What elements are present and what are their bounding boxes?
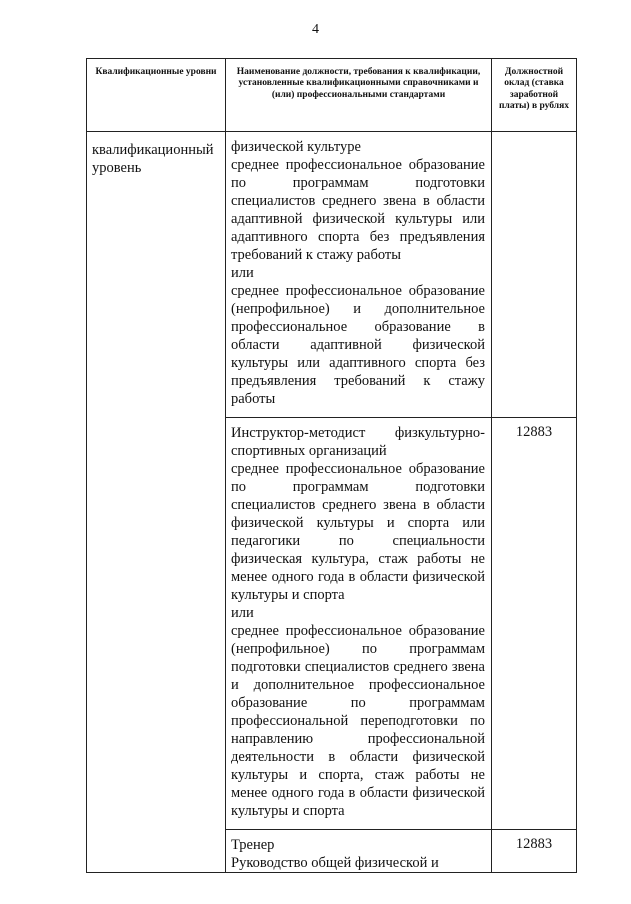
description-line: среднее профессиональное образование по программам подготовки специалистов среднего звена в области адаптивной физической культуры или адаптивного спорта без предъявления требований к стажу работы bbox=[231, 157, 485, 263]
description-line: среднее профессиональное образование (непрофильное) и дополнительное профессиональное образование в области адаптивной физической культуры или адаптивного спорта без предъявления требований к стажу работы bbox=[231, 283, 485, 407]
page-number: 4 bbox=[312, 22, 319, 37]
salary-cell: 12883 bbox=[492, 418, 577, 830]
salary-cell: 12883 bbox=[492, 830, 577, 873]
description-line: среднее профессиональное образование по программам подготовки специалистов среднего звена в области физической культуры и спорта или педагогики по специальности физическая культура, стаж работы не менее одного года в области физической культуры и спорта bbox=[231, 461, 485, 603]
position-title: Инструктор-методист физкультурно-спортивных организаций bbox=[231, 425, 485, 459]
description-line: или bbox=[231, 605, 254, 621]
table-row bbox=[87, 132, 577, 418]
description-line: среднее профессиональное образование (непрофильное) по программам подготовки специалистов среднего звена и дополнительное профессиональное образование по программам профессиональной переподготовки по направлению профессиональной деятельности в области физической культуры и спорта, стаж работы не менее одного года в области физической культуры и спорта bbox=[231, 623, 485, 819]
description-line: или bbox=[231, 265, 254, 281]
qualification-table bbox=[86, 58, 577, 873]
position-title: Тренер bbox=[231, 837, 275, 853]
description-line: Руководство общей физической и bbox=[231, 855, 439, 871]
position-description bbox=[226, 418, 492, 830]
header-position-requirements: Наименование должности, требования к квалификации, установленные квалификационными справочниками и (или) профессиональными стандартами bbox=[226, 59, 492, 132]
position-description bbox=[226, 830, 492, 873]
header-qualification-levels: Квалификационные уровни bbox=[87, 59, 226, 132]
header-salary: Должностной оклад (ставка заработной платы) в рублях bbox=[492, 59, 577, 132]
qualification-level-cell: квалификационный уровень bbox=[87, 132, 226, 873]
position-description bbox=[226, 132, 492, 418]
table-header-row bbox=[87, 59, 577, 132]
description-line: физической культуре bbox=[231, 139, 361, 155]
salary-cell bbox=[492, 132, 577, 418]
